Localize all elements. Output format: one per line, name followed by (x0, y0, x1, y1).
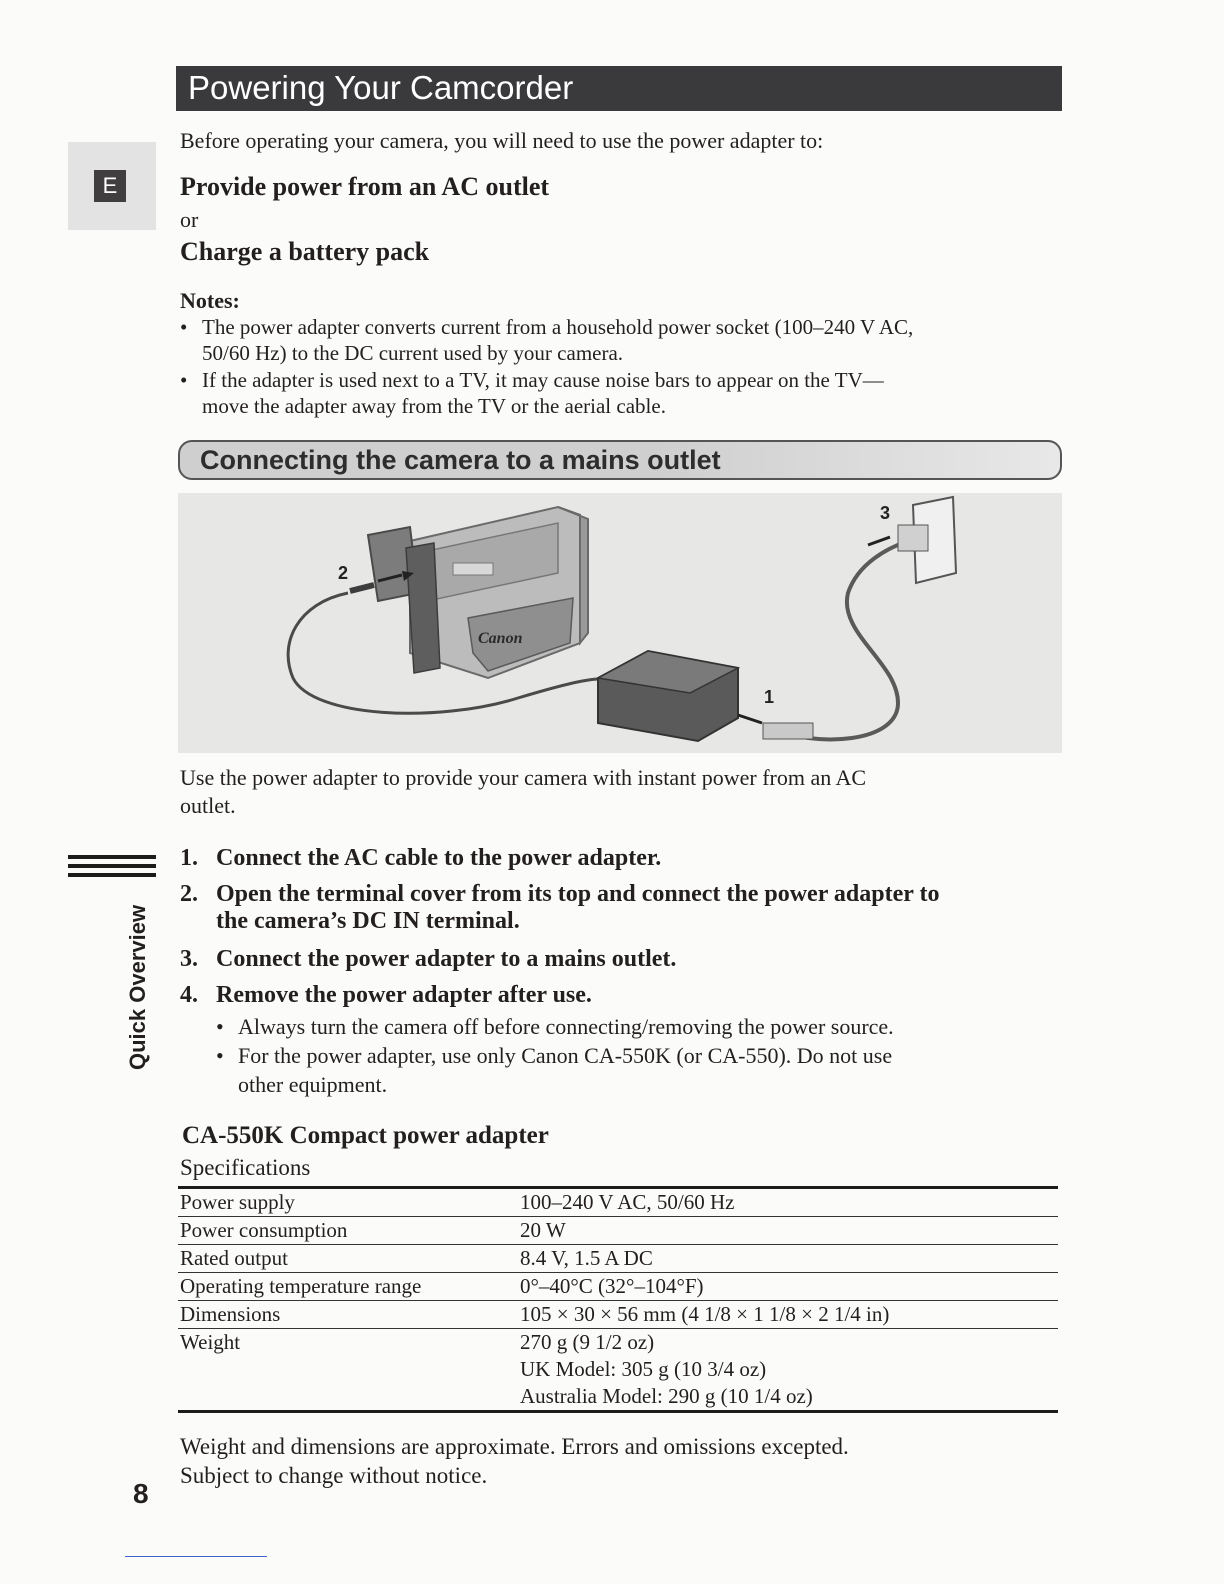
spec-row (178, 1273, 1058, 1301)
bullet: • (180, 315, 188, 339)
spec-value-group (520, 1329, 1058, 1410)
option-charge-battery: Charge a battery pack (180, 237, 430, 266)
step-text: Remove the power adapter after use. (216, 982, 592, 1008)
step-item (180, 946, 1070, 973)
note-line: 50/60 Hz) to the DC current used by your camera. (202, 341, 624, 365)
footer-rule (125, 1556, 267, 1557)
step-4-bullet (216, 1041, 1066, 1099)
ac-cable (768, 541, 908, 739)
spec-row (178, 1301, 1058, 1329)
illustration-drawing (178, 493, 1062, 753)
bullet: • (216, 1043, 224, 1068)
spec-value: 20 W (520, 1218, 566, 1242)
spec-value: Australia Model: 290 g (10 1/4 oz) (520, 1384, 813, 1408)
footnote (180, 1432, 1040, 1490)
caption-line: outlet. (180, 793, 236, 818)
step-number: 1. (180, 845, 198, 871)
notes-heading: Notes: (180, 288, 240, 313)
bullet-text: other equipment. (238, 1072, 388, 1097)
spec-value: 100–240 V AC, 50/60 Hz (520, 1190, 735, 1214)
note-line: The power adapter converts current from a household power socket (100–240 V AC, (202, 315, 914, 339)
spec-label: Power supply (180, 1190, 295, 1214)
illustration-caption (180, 764, 1040, 820)
step-item (180, 881, 1070, 935)
callout-2: 2 (338, 563, 349, 583)
callout-3: 3 (880, 503, 891, 523)
step-text: Open the terminal cover from its top and connect the power adapter to (216, 881, 940, 907)
bullet: • (180, 368, 188, 392)
spec-label: Rated output (180, 1246, 288, 1270)
bullet-text: For the power adapter, use only Canon CA-550K (or CA-550). Do not use (238, 1043, 893, 1068)
language-tab-letter: E (94, 170, 126, 202)
ac-plug-adapter-end (763, 723, 813, 739)
arrow-1 (738, 715, 762, 723)
step-item (180, 982, 1070, 1009)
step-text: Connect the AC cable to the power adapter. (216, 845, 662, 871)
note-line: If the adapter is used next to a TV, it may cause noise bars to appear on the TV— (202, 368, 884, 392)
step-number: 2. (180, 881, 198, 907)
side-section-label: Quick Overview (125, 904, 150, 1070)
spec-table (178, 1186, 1058, 1413)
bullet-text: Always turn the camera off before connecting/removing the power source. (238, 1014, 894, 1039)
step-4-bullet (216, 1012, 1066, 1041)
spec-subtitle: Specifications (180, 1155, 311, 1180)
step-text: Connect the power adapter to a mains outlet. (216, 946, 677, 972)
page-number: 8 (133, 1478, 149, 1509)
spec-value: 0°–40°C (32°–104°F) (520, 1274, 704, 1298)
arrow-3 (868, 537, 890, 545)
spec-label: Weight (180, 1330, 241, 1354)
spec-title: CA-550K Compact power adapter (182, 1122, 549, 1149)
spec-row (178, 1189, 1058, 1217)
dc-plug (350, 585, 374, 591)
connection-illustration (178, 493, 1062, 753)
caption-line: Use the power adapter to provide your camera with instant power from an AC (180, 765, 867, 790)
step-text: the camera’s DC IN terminal. (216, 908, 520, 934)
spec-label: Dimensions (180, 1302, 281, 1326)
spec-row (178, 1329, 1058, 1413)
callout-1: 1 (764, 687, 775, 707)
note-item (180, 314, 1060, 366)
spec-value: UK Model: 305 g (10 3/4 oz) (520, 1357, 767, 1381)
option-or: or (180, 207, 199, 232)
step-number: 4. (180, 982, 198, 1008)
brand-logo: Canon (478, 630, 523, 647)
section-marker-lines (68, 855, 156, 882)
step-item (180, 845, 1070, 872)
option-ac-outlet: Provide power from an AC outlet (180, 172, 550, 201)
footnote-line: Weight and dimensions are approximate. Errors and omissions excepted. (180, 1434, 849, 1459)
spec-label: Power consumption (180, 1218, 348, 1242)
step-number: 3. (180, 946, 198, 972)
spec-label: Operating temperature range (180, 1274, 422, 1298)
intro-text: Before operating your camera, you will need to use the power adapter to: (180, 128, 824, 153)
note-line: move the adapter away from the TV or the aerial cable. (202, 394, 666, 418)
camcorder-label-plate (453, 563, 493, 575)
section-heading: Connecting the camera to a mains outlet (178, 440, 1062, 480)
spec-value: 105 × 30 × 56 mm (4 1/8 × 1 1/8 × 2 1/4 in) (520, 1302, 890, 1326)
spec-value: 270 g (9 1/2 oz) (520, 1330, 655, 1354)
page-title: Powering Your Camcorder (176, 66, 1062, 111)
note-item (180, 367, 1060, 419)
ac-plug-wall-end (898, 525, 928, 551)
spec-value: 8.4 V, 1.5 A DC (520, 1246, 653, 1270)
footnote-line: Subject to change without notice. (180, 1463, 488, 1488)
spec-row (178, 1217, 1058, 1245)
bullet: • (216, 1014, 224, 1039)
spec-row (178, 1245, 1058, 1273)
